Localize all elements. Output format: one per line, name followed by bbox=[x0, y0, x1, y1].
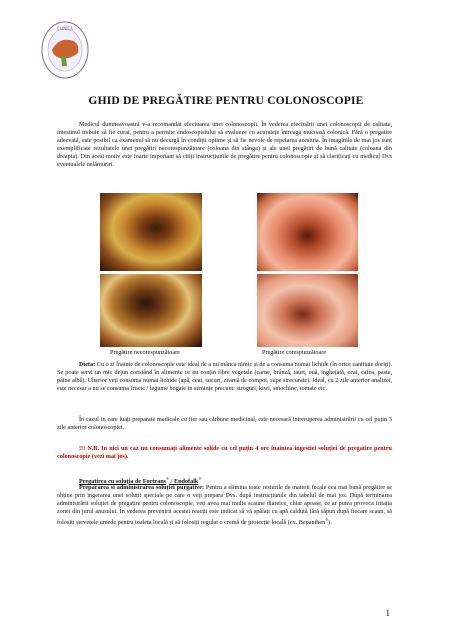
reg-mark: ® bbox=[198, 476, 202, 481]
caption-poor-prep: Pregătire necorespunzătoare bbox=[110, 349, 180, 356]
diet-label: Dieta: bbox=[79, 361, 96, 368]
page-number: 1 bbox=[385, 608, 390, 618]
diet-paragraph bbox=[57, 361, 392, 393]
endoscopy-photo-good-2 bbox=[257, 274, 358, 347]
iron-paragraph: În cazul in care luați preparate medicale cu fier sau cărbune medicinal, este necesară intreruperea administrării cu cel puțin 3 zile anterior colonoscopiei. bbox=[57, 416, 392, 432]
warning-paragraph: !!! N.B. In nici un caz nu consumați alimente solide cu cel puțin 4 ore înaintea ingestiei soluției de pregatire pentru colonoscopie (vezi mai jos). bbox=[57, 445, 392, 461]
endoscopy-photo-poor-2 bbox=[100, 274, 202, 347]
prep-lead: Prepararea si administrarea soluției purgative: bbox=[79, 484, 205, 491]
prep-tail: ). bbox=[328, 519, 332, 527]
page-title: GHID DE PREGĂTIRE PENTRU COLONOSCOPIE bbox=[88, 95, 364, 107]
diet-text: Cu o zi înainte de colonoscopie este ideal de a nu mânca nimic și de a consuma numai lichide (în orice cantitate doriți). Se poate servi un mic dejun constând în alimente ce nu conțin fibre vegetale (carne, brânză, iaurt, ouă, inghețată, ceai, cafea, paste, pâine albă). Ulterior veți consuma numai lichide (apă, ceai, sucuri, zeamă de compot, supe strecurate). Ideal, cu 2 zile anterior analizei, este necesar a nu se consuma fructe / legume bogate in semințe precum: struguri, kiwi, smochine, tomate etc. bbox=[57, 361, 392, 393]
svg-text:CLINICA: CLINICA bbox=[57, 26, 73, 31]
reg-mark: ® bbox=[166, 476, 170, 481]
reg-mark: ® bbox=[325, 517, 329, 523]
caption-good-prep: Pregătire corespunzătoare bbox=[262, 349, 327, 356]
prep-text: Pentru a elimina toate resturile de materii fecale cea mai bună pregătire se obține prin ingerarea unei soluții speciale pe care o veți prepara Dvs. după instrucțiunile din tabelul de mai jos. După terminarea administrării soluției de pregatire pentru colonoscopie, veți avea mai multe scaune diareice, chiar apoase, ce ar putea provoca iritația zonei din jurul anusului. În vederea prevenirii acestei reacții este indicat să vă spălați cu apă caldută fără săpun după fiecare scaun, să folosiți șervețele umede pentru toaleta locală și să folosiți regulat o cremă de protecție locală (ex. Bepanthen bbox=[57, 484, 392, 527]
prep-paragraph bbox=[57, 484, 392, 528]
hospital-seal-logo bbox=[40, 20, 90, 80]
intro-paragraph: Medicul dumneavoastră v-a recomandat efectuarea unei colonoscopii. În vederea efectuării unei colonoscopii de calitate, intestinul trebuie să fie curat, pentru a permite endoscopistului să evalueze cu acuratețe întreaga mucoasă colonică. Fără o pregatire adecvată, este posibil ca examenul să nu decurgă în condiții optime și să fie nevoie de repetarea acestuia. În imaginile de mai jos sunt exemplificate rezultatele unei pregătiri necorespunzătoare (coloana din stânga) și ale unei pregătiri de bună calitate (coloana din dreapta). Din acest motiv este foarte important să citiți instrucțiunile de pregătire pentru colonoscopie și să clarificați cu medicul Dvs eventualele nelămuriri. bbox=[57, 121, 392, 169]
prep-heading-sep: / Endofalk bbox=[169, 478, 199, 486]
endoscopy-photo-good-1 bbox=[257, 193, 358, 271]
endoscopy-photo-poor-1 bbox=[100, 193, 202, 271]
prep-heading-text: Pregatirea cu soluția de Fortrans bbox=[79, 478, 167, 486]
